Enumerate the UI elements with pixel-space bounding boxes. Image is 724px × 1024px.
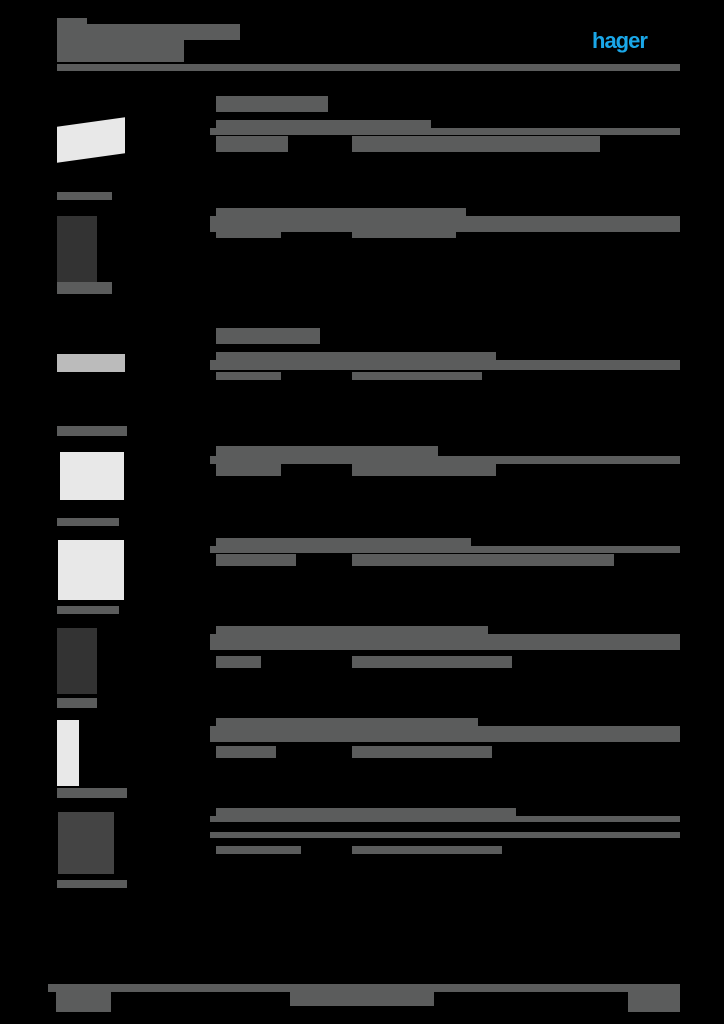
item-ref bbox=[216, 230, 281, 238]
item-title bbox=[216, 446, 438, 460]
item-ref bbox=[216, 136, 288, 152]
product-caption bbox=[57, 192, 112, 200]
item-title bbox=[216, 208, 466, 220]
product-image bbox=[57, 117, 125, 163]
item-title bbox=[216, 352, 496, 362]
product-caption bbox=[57, 426, 127, 436]
product-caption bbox=[57, 518, 119, 526]
item-desc bbox=[352, 554, 614, 566]
item-desc bbox=[352, 136, 600, 152]
item-title bbox=[216, 808, 516, 816]
product-caption bbox=[57, 282, 112, 294]
product-image bbox=[57, 216, 97, 292]
product-caption bbox=[57, 698, 97, 708]
product-image bbox=[60, 452, 124, 500]
product-caption bbox=[57, 606, 119, 614]
item-rule bbox=[210, 128, 680, 135]
product-image bbox=[58, 540, 124, 600]
item-desc bbox=[352, 846, 502, 854]
doc-subtitle bbox=[57, 40, 184, 62]
section-heading bbox=[216, 328, 320, 344]
product-image bbox=[57, 720, 79, 786]
footer-right-block bbox=[628, 990, 680, 1012]
item-desc bbox=[352, 656, 512, 668]
item-ref bbox=[216, 656, 261, 668]
item-ref bbox=[216, 746, 276, 758]
item-title bbox=[216, 718, 478, 732]
item-desc bbox=[352, 230, 456, 238]
item-rule bbox=[210, 546, 680, 553]
item-desc bbox=[352, 746, 492, 758]
item-desc bbox=[352, 464, 496, 476]
item-ref bbox=[216, 554, 296, 566]
footer-left-block bbox=[56, 990, 111, 1012]
product-image bbox=[58, 812, 114, 874]
product-image bbox=[57, 628, 97, 694]
item-ref bbox=[216, 372, 281, 380]
header-rule bbox=[57, 64, 680, 71]
item-ref bbox=[216, 846, 301, 854]
item-desc bbox=[352, 372, 482, 380]
product-image bbox=[57, 354, 125, 372]
item-title bbox=[216, 120, 431, 128]
item-rule bbox=[210, 816, 680, 822]
item-ref bbox=[216, 464, 281, 476]
hager-logo: hager bbox=[592, 28, 647, 53]
product-caption bbox=[57, 880, 127, 888]
doc-title-line-1b bbox=[57, 24, 240, 40]
item-rule-2 bbox=[210, 832, 680, 838]
item-title bbox=[216, 626, 488, 638]
section-heading bbox=[216, 96, 328, 112]
item-title bbox=[216, 538, 471, 546]
product-caption bbox=[57, 788, 127, 798]
footer-center-block bbox=[290, 990, 434, 1006]
